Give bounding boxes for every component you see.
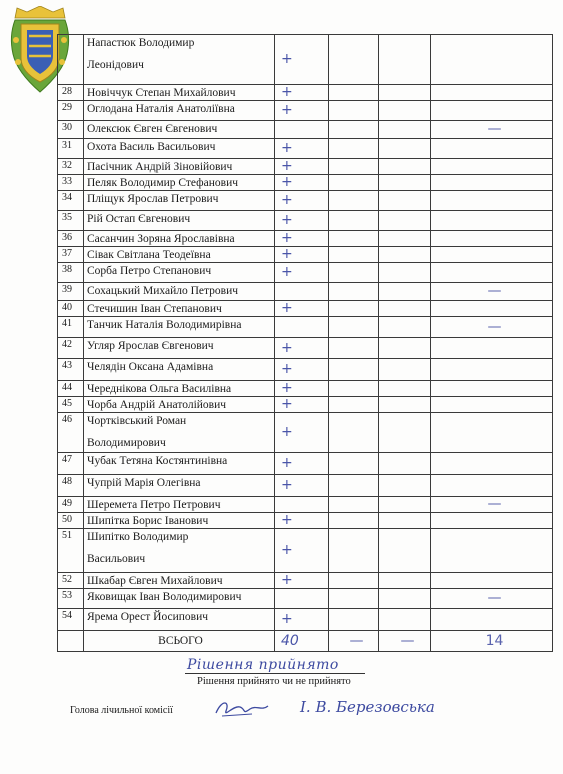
vote-for-cell	[275, 283, 329, 301]
commission-head-label: Голова лічильної комісії	[70, 705, 173, 716]
vote-abstain-cell	[379, 609, 431, 631]
deputy-name-cell	[84, 175, 275, 191]
deputy-name: Сасанчин Зоряна Ярославівна	[87, 233, 235, 245]
vote-for-cell	[275, 317, 329, 338]
vote-not-voted-cell	[431, 85, 553, 101]
vote-against-cell	[329, 338, 379, 359]
vote-not-voted-cell	[431, 397, 553, 413]
vote-abstain-cell	[379, 263, 431, 283]
table-row	[58, 609, 553, 631]
vote-not-voted-cell	[431, 359, 553, 381]
vote-abstain-cell	[379, 191, 431, 211]
table-row	[58, 139, 553, 159]
vote-against-cell	[329, 359, 379, 381]
vote-not-voted-cell	[431, 231, 553, 247]
deputy-name-cell	[84, 139, 275, 159]
vote-for-cell: +	[275, 139, 329, 159]
row-number: 54	[58, 609, 84, 631]
deputy-name: Танчик Наталія Володимирівна	[87, 319, 242, 331]
total-against-value: —	[329, 631, 379, 652]
table-row	[58, 413, 553, 453]
vote-abstain-cell	[379, 211, 431, 231]
table-row	[58, 453, 553, 475]
deputy-name: Чубак Тетяна Костянтинівна	[87, 455, 228, 467]
table-row	[58, 359, 553, 381]
deputy-name-cell	[84, 301, 275, 317]
deputy-name-cell	[84, 317, 275, 338]
vote-for-cell: +	[275, 263, 329, 283]
deputy-name: Пасічник Андрій Зіновійович	[87, 161, 233, 173]
row-number: 36	[58, 231, 84, 247]
deputy-name-cell	[84, 35, 275, 85]
vote-against-cell	[329, 231, 379, 247]
vote-not-voted-cell	[431, 35, 553, 85]
vote-not-voted-cell	[431, 338, 553, 359]
table-row	[58, 301, 553, 317]
row-number: 42	[58, 338, 84, 359]
vote-not-voted-cell	[431, 413, 553, 453]
vote-not-voted-cell	[431, 573, 553, 589]
vote-against-cell	[329, 609, 379, 631]
vote-for-cell: +	[275, 101, 329, 121]
table-row	[58, 247, 553, 263]
deputy-name-cell	[84, 513, 275, 529]
deputy-name: Олексюк Євген Євгенович	[87, 123, 218, 135]
table-row	[58, 211, 553, 231]
vote-abstain-cell	[379, 175, 431, 191]
vote-abstain-cell	[379, 301, 431, 317]
vote-against-cell	[329, 513, 379, 529]
vote-against-cell	[329, 35, 379, 85]
row-number: 28	[58, 85, 84, 101]
vote-for-cell: +	[275, 359, 329, 381]
deputy-name: Шипітко Володимир	[87, 531, 189, 543]
vote-abstain-cell	[379, 589, 431, 609]
deputy-name-cell	[84, 231, 275, 247]
vote-abstain-cell	[379, 381, 431, 397]
vote-against-cell	[329, 589, 379, 609]
vote-not-voted-cell: —	[431, 317, 553, 338]
vote-abstain-cell	[379, 139, 431, 159]
vote-for-cell: +	[275, 609, 329, 631]
deputy-name: Сівак Світлана Теодеївна	[87, 249, 211, 261]
row-number: 29	[58, 101, 84, 121]
vote-abstain-cell	[379, 475, 431, 497]
deputy-name-cell	[84, 589, 275, 609]
row-number: 49	[58, 497, 84, 513]
voting-table	[57, 34, 553, 652]
deputy-name: Стечишин Іван Степанович	[87, 303, 222, 315]
vote-against-cell	[329, 497, 379, 513]
deputy-name: Ярема Орест Йосипович	[87, 611, 209, 623]
row-number	[58, 35, 84, 85]
vote-against-cell	[329, 283, 379, 301]
deputy-name-continued: Володимирович	[87, 437, 166, 449]
vote-abstain-cell	[379, 35, 431, 85]
vote-not-voted-cell: —	[431, 497, 553, 513]
row-number: 33	[58, 175, 84, 191]
deputy-name: Шипітка Борис Іванович	[87, 515, 209, 527]
vote-abstain-cell	[379, 573, 431, 589]
table-row	[58, 101, 553, 121]
row-number: 47	[58, 453, 84, 475]
row-number: 38	[58, 263, 84, 283]
row-number: 43	[58, 359, 84, 381]
table-row	[58, 475, 553, 497]
vote-against-cell	[329, 211, 379, 231]
row-number: 50	[58, 513, 84, 529]
table-row	[58, 589, 553, 609]
vote-for-cell: +	[275, 247, 329, 263]
deputy-name: Яковищак Іван Володимирович	[87, 591, 242, 603]
row-number: 53	[58, 589, 84, 609]
vote-for-cell: +	[275, 338, 329, 359]
table-row	[58, 175, 553, 191]
deputy-name: Напастюк Володимир	[87, 37, 195, 49]
vote-against-cell	[329, 381, 379, 397]
decision-underline	[185, 673, 365, 674]
decision-handwritten: Рішення прийнято	[187, 657, 339, 673]
row-number: 51	[58, 529, 84, 573]
deputy-name-cell	[84, 159, 275, 175]
vote-abstain-cell	[379, 529, 431, 573]
deputy-name: Новіччук Степан Михайлович	[87, 87, 236, 99]
row-number: 30	[58, 121, 84, 139]
table-row	[58, 283, 553, 301]
deputy-name: Сорба Петро Степанович	[87, 265, 212, 277]
deputy-name-cell	[84, 101, 275, 121]
vote-abstain-cell	[379, 397, 431, 413]
deputy-name-cell	[84, 381, 275, 397]
deputy-name-cell	[84, 191, 275, 211]
table-row	[58, 35, 553, 85]
commission-head-name: І. В. Березовська	[300, 698, 435, 716]
deputy-name: Охота Василь Васильович	[87, 141, 216, 153]
vote-for-cell: +	[275, 35, 329, 85]
table-row	[58, 381, 553, 397]
deputy-name-continued: Васильович	[87, 553, 146, 565]
table-row	[58, 573, 553, 589]
vote-abstain-cell	[379, 283, 431, 301]
deputy-name-cell	[84, 359, 275, 381]
vote-abstain-cell	[379, 85, 431, 101]
row-number: 41	[58, 317, 84, 338]
deputy-name-cell	[84, 85, 275, 101]
vote-abstain-cell	[379, 121, 431, 139]
table-row	[58, 317, 553, 338]
vote-not-voted-cell: —	[431, 283, 553, 301]
table-row	[58, 159, 553, 175]
vote-against-cell	[329, 263, 379, 283]
vote-not-voted-cell: —	[431, 121, 553, 139]
table-row	[58, 231, 553, 247]
deputy-name-cell	[84, 475, 275, 497]
deputy-name: Чортківський Роман	[87, 415, 187, 427]
deputy-name-cell	[84, 211, 275, 231]
row-number: 34	[58, 191, 84, 211]
deputy-name: Сохацький Михайло Петрович	[87, 285, 239, 297]
table-row	[58, 397, 553, 413]
row-number: 35	[58, 211, 84, 231]
vote-against-cell	[329, 85, 379, 101]
vote-not-voted-cell	[431, 301, 553, 317]
total-label: ВСЬОГО	[84, 631, 275, 652]
deputy-name: Рій Остап Євгенович	[87, 213, 191, 225]
deputy-name-cell	[84, 497, 275, 513]
vote-not-voted-cell	[431, 175, 553, 191]
deputy-name: Череднікова Ольга Василівна	[87, 383, 232, 395]
row-number: 52	[58, 573, 84, 589]
total-for-value: 40	[275, 631, 329, 652]
vote-abstain-cell	[379, 453, 431, 475]
vote-for-cell: +	[275, 231, 329, 247]
vote-against-cell	[329, 159, 379, 175]
vote-abstain-cell	[379, 231, 431, 247]
vote-for-cell: +	[275, 573, 329, 589]
total-not-voted-value: 14	[431, 631, 553, 652]
vote-against-cell	[329, 191, 379, 211]
row-number: 32	[58, 159, 84, 175]
deputy-name: Пеляк Володимир Стефанович	[87, 177, 239, 189]
table-row	[58, 338, 553, 359]
vote-for-cell: +	[275, 453, 329, 475]
vote-for-cell	[275, 589, 329, 609]
vote-for-cell: +	[275, 413, 329, 453]
vote-against-cell	[329, 247, 379, 263]
vote-against-cell	[329, 139, 379, 159]
vote-against-cell	[329, 529, 379, 573]
vote-against-cell	[329, 301, 379, 317]
vote-against-cell	[329, 175, 379, 191]
deputy-name: Пліщук Ярослав Петрович	[87, 193, 219, 205]
vote-abstain-cell	[379, 317, 431, 338]
total-num-cell	[58, 631, 84, 652]
vote-not-voted-cell	[431, 475, 553, 497]
row-number: 46	[58, 413, 84, 453]
vote-against-cell	[329, 453, 379, 475]
row-number: 40	[58, 301, 84, 317]
total-abstain-value: —	[379, 631, 431, 652]
deputy-name: Челядін Оксана Адамівна	[87, 361, 214, 373]
deputy-name-cell	[84, 413, 275, 453]
deputy-name-cell	[84, 263, 275, 283]
deputy-name-cell	[84, 338, 275, 359]
table-row	[58, 85, 553, 101]
vote-abstain-cell	[379, 247, 431, 263]
table-row	[58, 263, 553, 283]
vote-abstain-cell	[379, 359, 431, 381]
vote-against-cell	[329, 101, 379, 121]
row-number: 48	[58, 475, 84, 497]
vote-not-voted-cell	[431, 139, 553, 159]
vote-against-cell	[329, 573, 379, 589]
vote-abstain-cell	[379, 159, 431, 175]
deputy-name-cell	[84, 573, 275, 589]
deputy-name: Шкабар Євген Михайлович	[87, 575, 223, 587]
vote-for-cell: +	[275, 85, 329, 101]
vote-for-cell: +	[275, 211, 329, 231]
vote-against-cell	[329, 397, 379, 413]
vote-not-voted-cell	[431, 609, 553, 631]
vote-not-voted-cell	[431, 159, 553, 175]
deputy-name-continued: Леонідович	[87, 59, 144, 71]
deputy-name-cell	[84, 283, 275, 301]
deputy-name-cell	[84, 397, 275, 413]
deputy-name-cell	[84, 247, 275, 263]
vote-for-cell: +	[275, 397, 329, 413]
vote-abstain-cell	[379, 101, 431, 121]
vote-abstain-cell	[379, 338, 431, 359]
deputy-name: Оглодана Наталія Анатоліївна	[87, 103, 235, 115]
row-number: 44	[58, 381, 84, 397]
vote-for-cell	[275, 497, 329, 513]
vote-for-cell: +	[275, 175, 329, 191]
row-number: 37	[58, 247, 84, 263]
vote-not-voted-cell	[431, 101, 553, 121]
deputy-name-cell	[84, 609, 275, 631]
vote-abstain-cell	[379, 497, 431, 513]
vote-against-cell	[329, 121, 379, 139]
vote-for-cell: +	[275, 513, 329, 529]
vote-for-cell: +	[275, 475, 329, 497]
vote-for-cell: +	[275, 301, 329, 317]
row-number: 45	[58, 397, 84, 413]
table-row	[58, 497, 553, 513]
vote-for-cell: +	[275, 381, 329, 397]
vote-for-cell: +	[275, 529, 329, 573]
vote-not-voted-cell	[431, 513, 553, 529]
table-row	[58, 513, 553, 529]
deputy-name: Чупрій Марія Олегівна	[87, 477, 201, 489]
vote-for-cell: +	[275, 159, 329, 175]
signature-icon	[212, 697, 272, 719]
vote-abstain-cell	[379, 413, 431, 453]
deputy-name-cell	[84, 453, 275, 475]
table-row	[58, 121, 553, 139]
vote-for-cell: +	[275, 191, 329, 211]
vote-against-cell	[329, 413, 379, 453]
decision-caption: Рішення прийнято чи не прийнято	[197, 676, 351, 687]
vote-against-cell	[329, 475, 379, 497]
row-number: 39	[58, 283, 84, 301]
table-row	[58, 529, 553, 573]
vote-for-cell	[275, 121, 329, 139]
deputy-name: Чорба Андрій Анатолійович	[87, 399, 227, 411]
deputy-name-cell	[84, 529, 275, 573]
vote-not-voted-cell	[431, 381, 553, 397]
table-row	[58, 191, 553, 211]
vote-not-voted-cell	[431, 263, 553, 283]
vote-not-voted-cell	[431, 191, 553, 211]
vote-not-voted-cell	[431, 211, 553, 231]
row-number: 31	[58, 139, 84, 159]
deputy-name: Шеремета Петро Петрович	[87, 499, 221, 511]
vote-against-cell	[329, 317, 379, 338]
vote-not-voted-cell	[431, 529, 553, 573]
total-row	[58, 631, 553, 652]
deputy-name-cell	[84, 121, 275, 139]
vote-not-voted-cell	[431, 247, 553, 263]
vote-abstain-cell	[379, 513, 431, 529]
vote-not-voted-cell: —	[431, 589, 553, 609]
deputy-name: Угляр Ярослав Євгенович	[87, 340, 214, 352]
vote-not-voted-cell	[431, 453, 553, 475]
